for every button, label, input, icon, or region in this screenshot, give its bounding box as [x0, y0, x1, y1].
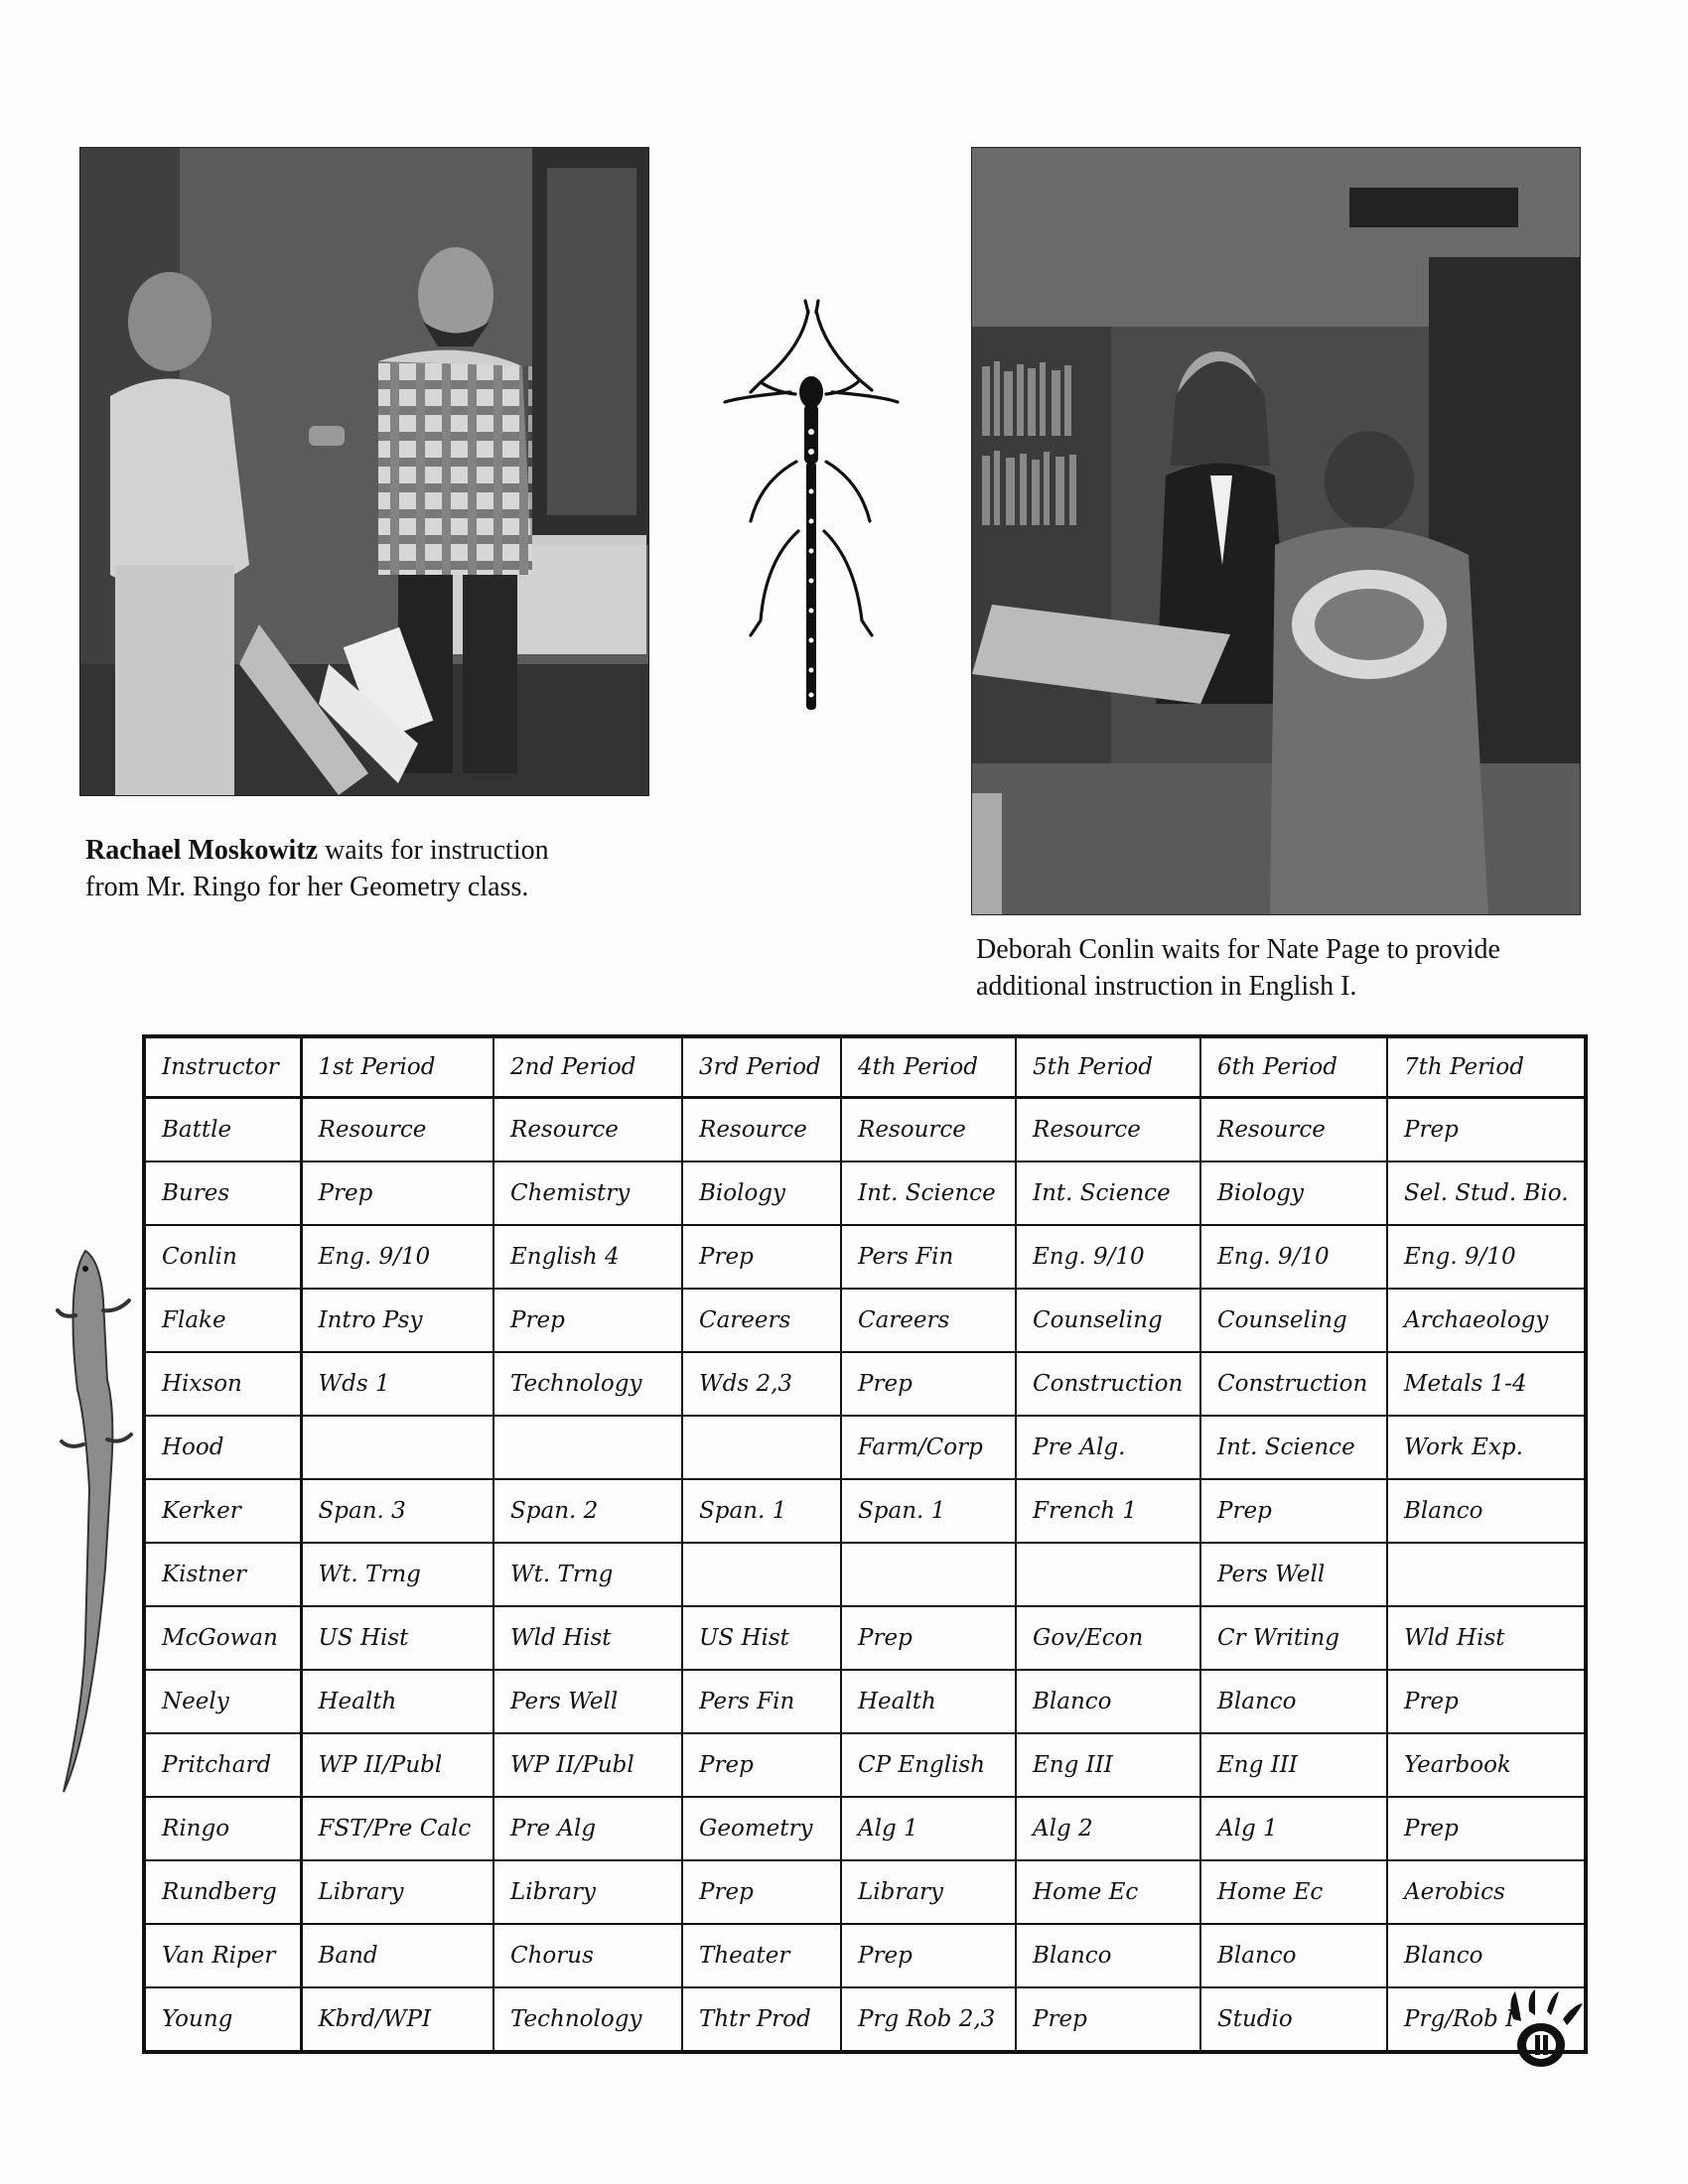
- instructor-name: Neely: [144, 1670, 301, 1733]
- class-cell: WP II/Publ: [301, 1733, 493, 1797]
- instructor-name: Battle: [144, 1098, 301, 1162]
- class-cell: Wds 1: [301, 1352, 493, 1416]
- class-cell: Gov/Econ: [1016, 1606, 1200, 1670]
- instructor-name: Van Riper: [144, 1924, 301, 1987]
- table-row: [144, 1098, 1586, 1162]
- class-cell: Prep: [682, 1860, 841, 1924]
- class-cell: Prep: [841, 1352, 1016, 1416]
- table-row: [144, 1479, 1586, 1543]
- photo-left-illustration: [80, 148, 648, 795]
- class-cell: US Hist: [301, 1606, 493, 1670]
- class-cell: Prep: [1387, 1670, 1586, 1733]
- class-cell: Pers Fin: [841, 1225, 1016, 1289]
- class-cell: Alg 1: [841, 1797, 1016, 1860]
- header-period-1: 1st Period: [301, 1036, 493, 1098]
- class-cell: Prep: [493, 1289, 682, 1352]
- caption-left-rest: waits for instruction: [318, 835, 549, 866]
- class-cell: Metals 1-4: [1387, 1352, 1586, 1416]
- header-period-2: 2nd Period: [493, 1036, 682, 1098]
- class-cell: Geometry: [682, 1797, 841, 1860]
- class-cell: Resource: [493, 1098, 682, 1162]
- caption-conlin: [976, 931, 1602, 1005]
- class-cell: Pers Well: [1200, 1543, 1387, 1606]
- class-cell: Library: [493, 1860, 682, 1924]
- class-cell: Pers Fin: [682, 1670, 841, 1733]
- class-cell: Prep: [1387, 1098, 1586, 1162]
- class-cell: Blanco: [1200, 1670, 1387, 1733]
- class-cell: Eng. 9/10: [301, 1225, 493, 1289]
- class-cell: Blanco: [1387, 1479, 1586, 1543]
- table-row: [144, 1733, 1586, 1797]
- class-cell: Intro Psy: [301, 1289, 493, 1352]
- class-cell: Health: [301, 1670, 493, 1733]
- class-cell: Library: [841, 1860, 1016, 1924]
- photo-moskowitz-ringo: [79, 147, 649, 796]
- class-cell: Home Ec: [1200, 1860, 1387, 1924]
- instructor-name: Hixson: [144, 1352, 301, 1416]
- class-cell: Chorus: [493, 1924, 682, 1987]
- class-cell: Eng III: [1016, 1733, 1200, 1797]
- header-instructor: Instructor: [144, 1036, 301, 1098]
- class-cell: Alg 2: [1016, 1797, 1200, 1860]
- caption-moskowitz: [85, 832, 641, 905]
- table-row: [144, 1543, 1586, 1606]
- class-cell: Studio: [1200, 1987, 1387, 2052]
- class-cell: Archaeology: [1387, 1289, 1586, 1352]
- instructor-name: Rundberg: [144, 1860, 301, 1924]
- instructor-name: McGowan: [144, 1606, 301, 1670]
- class-cell: Technology: [493, 1352, 682, 1416]
- class-cell: Prep: [841, 1924, 1016, 1987]
- class-cell: Prg/Rob I: [1387, 1987, 1586, 2052]
- class-cell: Sel. Stud. Bio.: [1387, 1161, 1586, 1225]
- class-cell: Farm/Corp: [841, 1416, 1016, 1479]
- class-cell: Prg Rob 2,3: [841, 1987, 1016, 2052]
- class-cell: WP II/Publ: [493, 1733, 682, 1797]
- caption-left-name: Rachael Moskowitz: [85, 835, 319, 866]
- instructor-name: Kistner: [144, 1543, 301, 1606]
- header-period-3: 3rd Period: [682, 1036, 841, 1098]
- class-cell: [301, 1416, 493, 1479]
- class-cell: Span. 2: [493, 1479, 682, 1543]
- class-cell: Careers: [841, 1289, 1016, 1352]
- class-cell: Eng III: [1200, 1733, 1387, 1797]
- class-cell: French 1: [1016, 1479, 1200, 1543]
- photo-right-illustration: [972, 148, 1580, 914]
- class-cell: [493, 1416, 682, 1479]
- class-cell: Theater: [682, 1924, 841, 1987]
- class-cell: Careers: [682, 1289, 841, 1352]
- class-cell: Prep: [1200, 1479, 1387, 1543]
- class-cell: Prep: [301, 1161, 493, 1225]
- class-cell: Span. 1: [682, 1479, 841, 1543]
- table-header-row: [144, 1036, 1586, 1098]
- class-cell: Chemistry: [493, 1161, 682, 1225]
- class-cell: Alg 1: [1200, 1797, 1387, 1860]
- class-cell: Library: [301, 1860, 493, 1924]
- caption-left-line2: from Mr. Ringo for her Geometry class.: [85, 872, 529, 902]
- class-cell: Eng. 9/10: [1387, 1225, 1586, 1289]
- table-row: [144, 1797, 1586, 1860]
- class-cell: Int. Science: [841, 1161, 1016, 1225]
- class-cell: Span. 3: [301, 1479, 493, 1543]
- class-cell: Health: [841, 1670, 1016, 1733]
- table-row: [144, 1289, 1586, 1352]
- class-cell: English 4: [493, 1225, 682, 1289]
- class-cell: Resource: [1016, 1098, 1200, 1162]
- class-cell: Wld Hist: [1387, 1606, 1586, 1670]
- header-period-4: 4th Period: [841, 1036, 1016, 1098]
- class-cell: [682, 1543, 841, 1606]
- class-cell: Counseling: [1016, 1289, 1200, 1352]
- class-cell: Eng. 9/10: [1200, 1225, 1387, 1289]
- class-cell: Prep: [682, 1225, 841, 1289]
- class-cell: Construction: [1016, 1352, 1200, 1416]
- class-cell: Home Ec: [1016, 1860, 1200, 1924]
- class-cell: Blanco: [1016, 1924, 1200, 1987]
- class-cell: Int. Science: [1016, 1161, 1200, 1225]
- class-cell: Span. 1: [841, 1479, 1016, 1543]
- table-row: [144, 1606, 1586, 1670]
- class-cell: Work Exp.: [1387, 1416, 1586, 1479]
- instructor-name: Pritchard: [144, 1733, 301, 1797]
- class-cell: CP English: [841, 1733, 1016, 1797]
- class-cell: Technology: [493, 1987, 682, 2052]
- class-cell: Counseling: [1200, 1289, 1387, 1352]
- class-cell: US Hist: [682, 1606, 841, 1670]
- table-row: [144, 1860, 1586, 1924]
- class-cell: Biology: [682, 1161, 841, 1225]
- class-cell: Wt. Trng: [493, 1543, 682, 1606]
- header-period-7: 7th Period: [1387, 1036, 1586, 1098]
- instructor-name: Conlin: [144, 1225, 301, 1289]
- class-cell: Blanco: [1200, 1924, 1387, 1987]
- class-cell: [1387, 1543, 1586, 1606]
- caption-right-line1: Deborah Conlin waits for Nate Page to provide: [976, 934, 1500, 965]
- class-cell: Construction: [1200, 1352, 1387, 1416]
- table-row: [144, 1924, 1586, 1987]
- class-cell: Wld Hist: [493, 1606, 682, 1670]
- class-cell: Resource: [301, 1098, 493, 1162]
- class-cell: Blanco: [1016, 1670, 1200, 1733]
- header-period-6: 6th Period: [1200, 1036, 1387, 1098]
- class-cell: Prep: [682, 1733, 841, 1797]
- class-cell: [682, 1416, 841, 1479]
- class-cell: Wt. Trng: [301, 1543, 493, 1606]
- class-cell: Int. Science: [1200, 1416, 1387, 1479]
- table-row: [144, 1987, 1586, 2052]
- table-row: [144, 1225, 1586, 1289]
- walking-stick-insect-illustration: [721, 293, 902, 720]
- lizard-illustration: [56, 1241, 135, 1797]
- instructor-name: Flake: [144, 1289, 301, 1352]
- class-cell: Aerobics: [1387, 1860, 1586, 1924]
- instructor-name: Hood: [144, 1416, 301, 1479]
- class-cell: Prep: [1387, 1797, 1586, 1860]
- instructor-name: Kerker: [144, 1479, 301, 1543]
- class-cell: [1016, 1543, 1200, 1606]
- table-row: [144, 1161, 1586, 1225]
- class-cell: Prep: [1016, 1987, 1200, 2052]
- instructor-schedule-table: [142, 1034, 1588, 2054]
- caption-right-line2: additional instruction in English I.: [976, 971, 1357, 1002]
- photo-conlin-page: [971, 147, 1581, 915]
- class-cell: Kbrd/WPI: [301, 1987, 493, 2052]
- instructor-name: Ringo: [144, 1797, 301, 1860]
- class-cell: FST/Pre Calc: [301, 1797, 493, 1860]
- class-cell: Pre Alg.: [1016, 1416, 1200, 1479]
- class-cell: Resource: [682, 1098, 841, 1162]
- table-row: [144, 1416, 1586, 1479]
- class-cell: [841, 1543, 1016, 1606]
- class-cell: Biology: [1200, 1161, 1387, 1225]
- instructor-name: Bures: [144, 1161, 301, 1225]
- header-period-5: 5th Period: [1016, 1036, 1200, 1098]
- class-cell: Pers Well: [493, 1670, 682, 1733]
- class-cell: Wds 2,3: [682, 1352, 841, 1416]
- class-cell: Resource: [841, 1098, 1016, 1162]
- class-cell: Prep: [841, 1606, 1016, 1670]
- class-cell: Band: [301, 1924, 493, 1987]
- table-row: [144, 1670, 1586, 1733]
- class-cell: Yearbook: [1387, 1733, 1586, 1797]
- instructor-name: Young: [144, 1987, 301, 2052]
- class-cell: Pre Alg: [493, 1797, 682, 1860]
- class-cell: Thtr Prod: [682, 1987, 841, 2052]
- class-cell: Blanco: [1387, 1924, 1586, 1987]
- class-cell: Resource: [1200, 1098, 1387, 1162]
- class-cell: Eng. 9/10: [1016, 1225, 1200, 1289]
- class-cell: Cr Writing: [1200, 1606, 1387, 1670]
- table-row: [144, 1352, 1586, 1416]
